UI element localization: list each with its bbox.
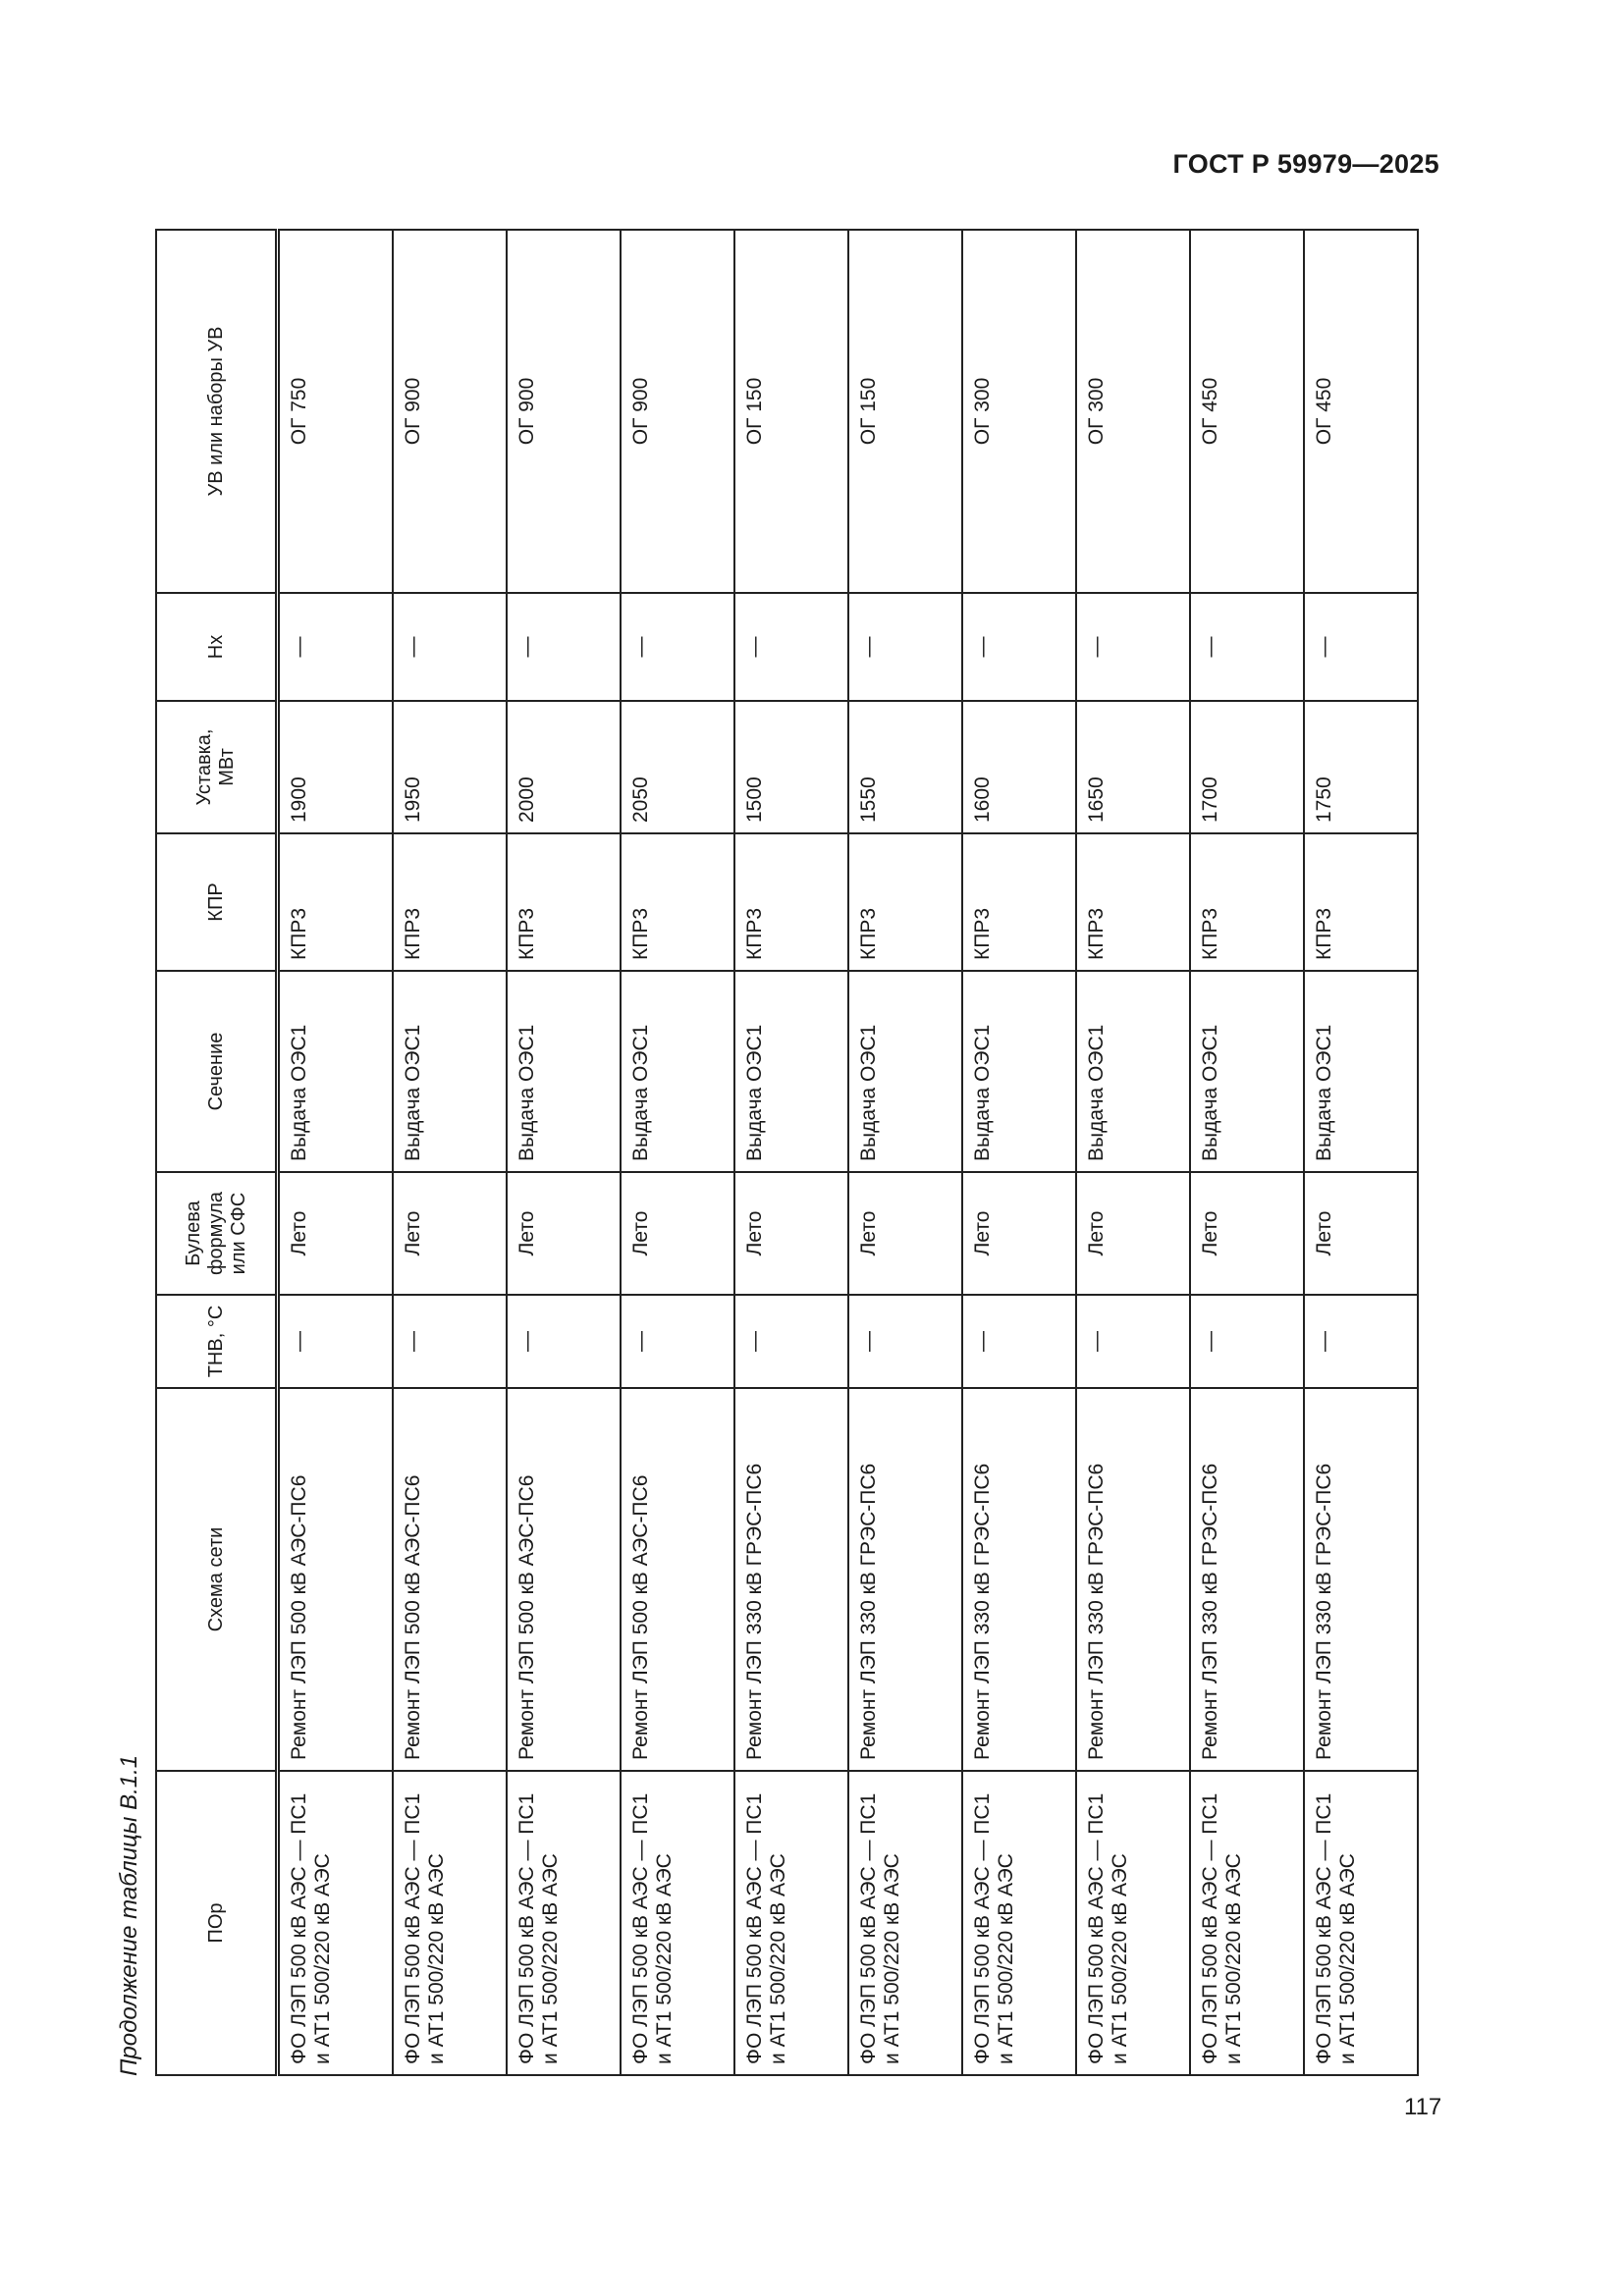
table-cell: 2050 xyxy=(621,701,734,833)
column-header: КПР xyxy=(156,833,278,971)
table-cell: ОГ 900 xyxy=(393,230,507,593)
table-cell: — xyxy=(1304,1295,1418,1388)
table-cell: Ремонт ЛЭП 500 кВ АЭС-ПС6 xyxy=(621,1388,734,1771)
column-header: УВ или наборы УВ xyxy=(156,230,278,593)
table-cell: ОГ 150 xyxy=(848,230,962,593)
table-cell: 1750 xyxy=(1304,701,1418,833)
column-header: ТНВ, °С xyxy=(156,1295,278,1388)
table-cell: Лето xyxy=(848,1172,962,1295)
table-cell: — xyxy=(848,1295,962,1388)
table-body xyxy=(278,230,1419,2075)
table-cell: Выдача ОЭС1 xyxy=(1304,971,1418,1172)
table-cell: — xyxy=(507,1295,621,1388)
column-header: Нх xyxy=(156,593,278,701)
table-cell: Ремонт ЛЭП 500 кВ АЭС-ПС6 xyxy=(393,1388,507,1771)
table-cell: ФО ЛЭП 500 кВ АЭС — ПС1 и АТ1 500/220 кВ АЭС xyxy=(734,1771,848,2075)
column-header: Булева формула или СФС xyxy=(156,1172,278,1295)
table-cell: 2000 xyxy=(507,701,621,833)
table-cell: Лето xyxy=(1190,1172,1304,1295)
table-cell: — xyxy=(848,593,962,701)
table-cell: Выдача ОЭС1 xyxy=(962,971,1076,1172)
table-cell: ОГ 900 xyxy=(507,230,621,593)
table-row xyxy=(393,230,507,2075)
table-cell: Ремонт ЛЭП 330 кВ ГРЭС-ПС6 xyxy=(962,1388,1076,1771)
data-table xyxy=(155,229,1419,2076)
column-header: Сечение xyxy=(156,971,278,1172)
table-cell: КПР3 xyxy=(734,833,848,971)
table-cell: ОГ 450 xyxy=(1304,230,1418,593)
column-header: Схема сети xyxy=(156,1388,278,1771)
table-cell: Выдача ОЭС1 xyxy=(1190,971,1304,1172)
table-cell: КПР3 xyxy=(507,833,621,971)
table-cell: КПР3 xyxy=(393,833,507,971)
table-cell: Выдача ОЭС1 xyxy=(1076,971,1190,1172)
table-cell: КПР3 xyxy=(621,833,734,971)
document-code: ГОСТ Р 59979—2025 xyxy=(1172,149,1439,179)
table-cell: ОГ 450 xyxy=(1190,230,1304,593)
table-cell: ФО ЛЭП 500 кВ АЭС — ПС1 и АТ1 500/220 кВ АЭС xyxy=(507,1771,621,2075)
table-cell: Ремонт ЛЭП 500 кВ АЭС-ПС6 xyxy=(278,1388,394,1771)
table-cell: ФО ЛЭП 500 кВ АЭС — ПС1 и АТ1 500/220 кВ АЭС xyxy=(1076,1771,1190,2075)
table-cell: — xyxy=(962,593,1076,701)
table-cell: 1900 xyxy=(278,701,394,833)
table-cell: Выдача ОЭС1 xyxy=(848,971,962,1172)
table-cell: — xyxy=(734,1295,848,1388)
table-cell: — xyxy=(507,593,621,701)
table-cell: 1500 xyxy=(734,701,848,833)
table-cell: — xyxy=(393,1295,507,1388)
table-cell: Выдача ОЭС1 xyxy=(393,971,507,1172)
table-cell: — xyxy=(734,593,848,701)
table-cell: — xyxy=(1190,1295,1304,1388)
table-cell: Лето xyxy=(621,1172,734,1295)
table-row xyxy=(1076,230,1190,2075)
table-cell: Лето xyxy=(734,1172,848,1295)
table-cell: — xyxy=(962,1295,1076,1388)
table-cell: Выдача ОЭС1 xyxy=(621,971,734,1172)
table-row xyxy=(278,230,394,2075)
table-cell: ФО ЛЭП 500 кВ АЭС — ПС1 и АТ1 500/220 кВ АЭС xyxy=(278,1771,394,2075)
rotated-table-area xyxy=(108,231,1359,2076)
table-cell: — xyxy=(621,593,734,701)
table-row xyxy=(1304,230,1418,2075)
table-row xyxy=(734,230,848,2075)
table-cell: Выдача ОЭС1 xyxy=(734,971,848,1172)
table-cell: КПР3 xyxy=(848,833,962,971)
table-row xyxy=(507,230,621,2075)
table-cell: 1700 xyxy=(1190,701,1304,833)
table-cell: — xyxy=(278,593,394,701)
table-cell: КПР3 xyxy=(1076,833,1190,971)
table-cell: Выдача ОЭС1 xyxy=(278,971,394,1172)
table-cell: ФО ЛЭП 500 кВ АЭС — ПС1 и АТ1 500/220 кВ АЭС xyxy=(1190,1771,1304,2075)
table-caption: Продолжение таблицы В.1.1 xyxy=(116,1754,142,2076)
table-cell: 1550 xyxy=(848,701,962,833)
table-header-row xyxy=(156,230,278,2075)
table-cell: — xyxy=(1076,1295,1190,1388)
table-cell: ФО ЛЭП 500 кВ АЭС — ПС1 и АТ1 500/220 кВ АЭС xyxy=(962,1771,1076,2075)
table-cell: Лето xyxy=(507,1172,621,1295)
table-cell: Лето xyxy=(393,1172,507,1295)
table-cell: ФО ЛЭП 500 кВ АЭС — ПС1 и АТ1 500/220 кВ АЭС xyxy=(848,1771,962,2075)
table-cell: КПР3 xyxy=(1304,833,1418,971)
table-cell: ФО ЛЭП 500 кВ АЭС — ПС1 и АТ1 500/220 кВ АЭС xyxy=(393,1771,507,2075)
table-cell: 1650 xyxy=(1076,701,1190,833)
table-row xyxy=(962,230,1076,2075)
table-cell: Ремонт ЛЭП 330 кВ ГРЭС-ПС6 xyxy=(1190,1388,1304,1771)
table-cell: ОГ 300 xyxy=(1076,230,1190,593)
table-cell: 1600 xyxy=(962,701,1076,833)
table-row xyxy=(1190,230,1304,2075)
table-cell: Выдача ОЭС1 xyxy=(507,971,621,1172)
table-cell: КПР3 xyxy=(278,833,394,971)
table-cell: ФО ЛЭП 500 кВ АЭС — ПС1 и АТ1 500/220 кВ АЭС xyxy=(621,1771,734,2075)
table-cell: Лето xyxy=(1076,1172,1190,1295)
column-header: ПОр xyxy=(156,1771,278,2075)
table-cell: ФО ЛЭП 500 кВ АЭС — ПС1 и АТ1 500/220 кВ АЭС xyxy=(1304,1771,1418,2075)
table-cell: ОГ 150 xyxy=(734,230,848,593)
table-cell: Лето xyxy=(1304,1172,1418,1295)
table-cell: Ремонт ЛЭП 330 кВ ГРЭС-ПС6 xyxy=(848,1388,962,1771)
table-cell: ОГ 900 xyxy=(621,230,734,593)
table-cell: Лето xyxy=(278,1172,394,1295)
table-cell: 1950 xyxy=(393,701,507,833)
table-cell: Ремонт ЛЭП 330 кВ ГРЭС-ПС6 xyxy=(734,1388,848,1771)
table-cell: КПР3 xyxy=(1190,833,1304,971)
table-cell: ОГ 300 xyxy=(962,230,1076,593)
table-cell: — xyxy=(278,1295,394,1388)
table-cell: — xyxy=(393,593,507,701)
table-cell: Ремонт ЛЭП 330 кВ ГРЭС-ПС6 xyxy=(1076,1388,1190,1771)
table-cell: — xyxy=(1304,593,1418,701)
table-row xyxy=(848,230,962,2075)
table-cell: — xyxy=(1076,593,1190,701)
table-cell: Ремонт ЛЭП 500 кВ АЭС-ПС6 xyxy=(507,1388,621,1771)
rotated-content xyxy=(108,231,1359,2076)
table-cell: — xyxy=(1190,593,1304,701)
table-cell: КПР3 xyxy=(962,833,1076,971)
page-number: 117 xyxy=(1404,2094,1442,2120)
table-cell: — xyxy=(621,1295,734,1388)
table-row xyxy=(621,230,734,2075)
table-cell: ОГ 750 xyxy=(278,230,394,593)
column-header: Уставка, МВт xyxy=(156,701,278,833)
table-cell: Ремонт ЛЭП 330 кВ ГРЭС-ПС6 xyxy=(1304,1388,1418,1771)
table-cell: Лето xyxy=(962,1172,1076,1295)
